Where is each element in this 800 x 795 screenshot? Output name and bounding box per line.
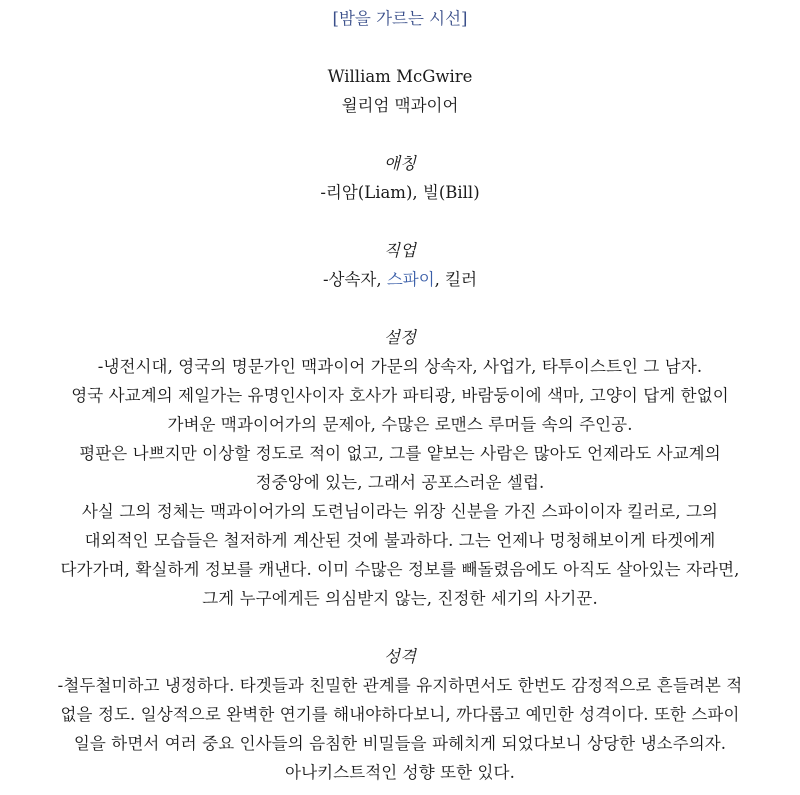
occupation-prefix: -상속자, xyxy=(322,270,387,289)
spacer xyxy=(10,207,790,236)
setting-line: 영국 사교계의 제일가는 유명인사이자 호사가 파티광, 바람둥이에 색마, 고양이 답게 한없이 xyxy=(71,386,729,405)
setting-line: 사실 그의 정체는 맥과이어가의 도련님이라는 위장 신분을 가진 스파이이자 킬러로, 그의 xyxy=(81,502,719,521)
spacer xyxy=(10,120,790,149)
occupation-value xyxy=(10,265,790,294)
spacer xyxy=(10,33,790,62)
document-title: [밤을 가르는 시선] xyxy=(332,9,468,28)
setting-line: -냉전시대, 영국의 명문가인 맥과이어 가문의 상속자, 사업가, 타투이스트인 그 남자. xyxy=(97,357,703,376)
spacer xyxy=(10,613,790,642)
setting-line: 가벼운 맥과이어가의 문제아, 수많은 로맨스 루머들 속의 주인공. xyxy=(167,415,633,434)
setting-line: 평판은 나쁘지만 이상할 정도로 적이 없고, 그를 얕보는 사람은 많아도 언제라도 사교계의 xyxy=(79,444,721,463)
spacer xyxy=(10,294,790,323)
setting-line: 대외적인 모습들은 철저하게 계산된 것에 불과하다. 그는 언제나 멍청해보이게 타겟에게 xyxy=(84,531,716,550)
setting-heading: 설정 xyxy=(384,328,416,347)
setting-line: 그게 누구에게든 의심받지 않는, 진정한 세기의 사기꾼. xyxy=(202,589,598,608)
personality-paragraph xyxy=(10,671,790,787)
nickname-heading: 애칭 xyxy=(384,154,416,173)
occupation-heading: 직업 xyxy=(384,241,416,260)
setting-line: 정중앙에 있는, 그래서 공포스러운 셀럽. xyxy=(255,473,545,492)
setting-paragraph xyxy=(10,352,790,613)
occupation-highlight: 스파이 xyxy=(386,270,435,289)
personality-line: 없을 정도. 일상적으로 완벽한 연기를 해내야하다보니, 까다롭고 예민한 성격이다. 또한 스파이 xyxy=(60,705,740,724)
name-english: William McGwire xyxy=(327,67,473,86)
personality-heading: 성격 xyxy=(384,647,416,666)
personality-line: -철두철미하고 냉정하다. 타겟들과 친밀한 관계를 유지하면서도 한번도 감정적으로 흔들려본 적 xyxy=(57,676,743,695)
personality-line: 아나키스트적인 성향 또한 있다. xyxy=(285,763,515,782)
occupation-suffix: , 킬러 xyxy=(434,270,478,289)
nickname-value: -리암(Liam), 빌(Bill) xyxy=(320,183,480,202)
name-korean: 윌리엄 맥과이어 xyxy=(341,96,459,115)
setting-line: 다가가며, 확실하게 정보를 캐낸다. 이미 수많은 정보를 빼돌렸음에도 아직도 살아있는 자라면, xyxy=(60,560,740,579)
personality-line: 일을 하면서 여러 중요 인사들의 음침한 비밀들을 파헤치게 되었다보니 상당한 냉소주의자. xyxy=(73,734,727,753)
